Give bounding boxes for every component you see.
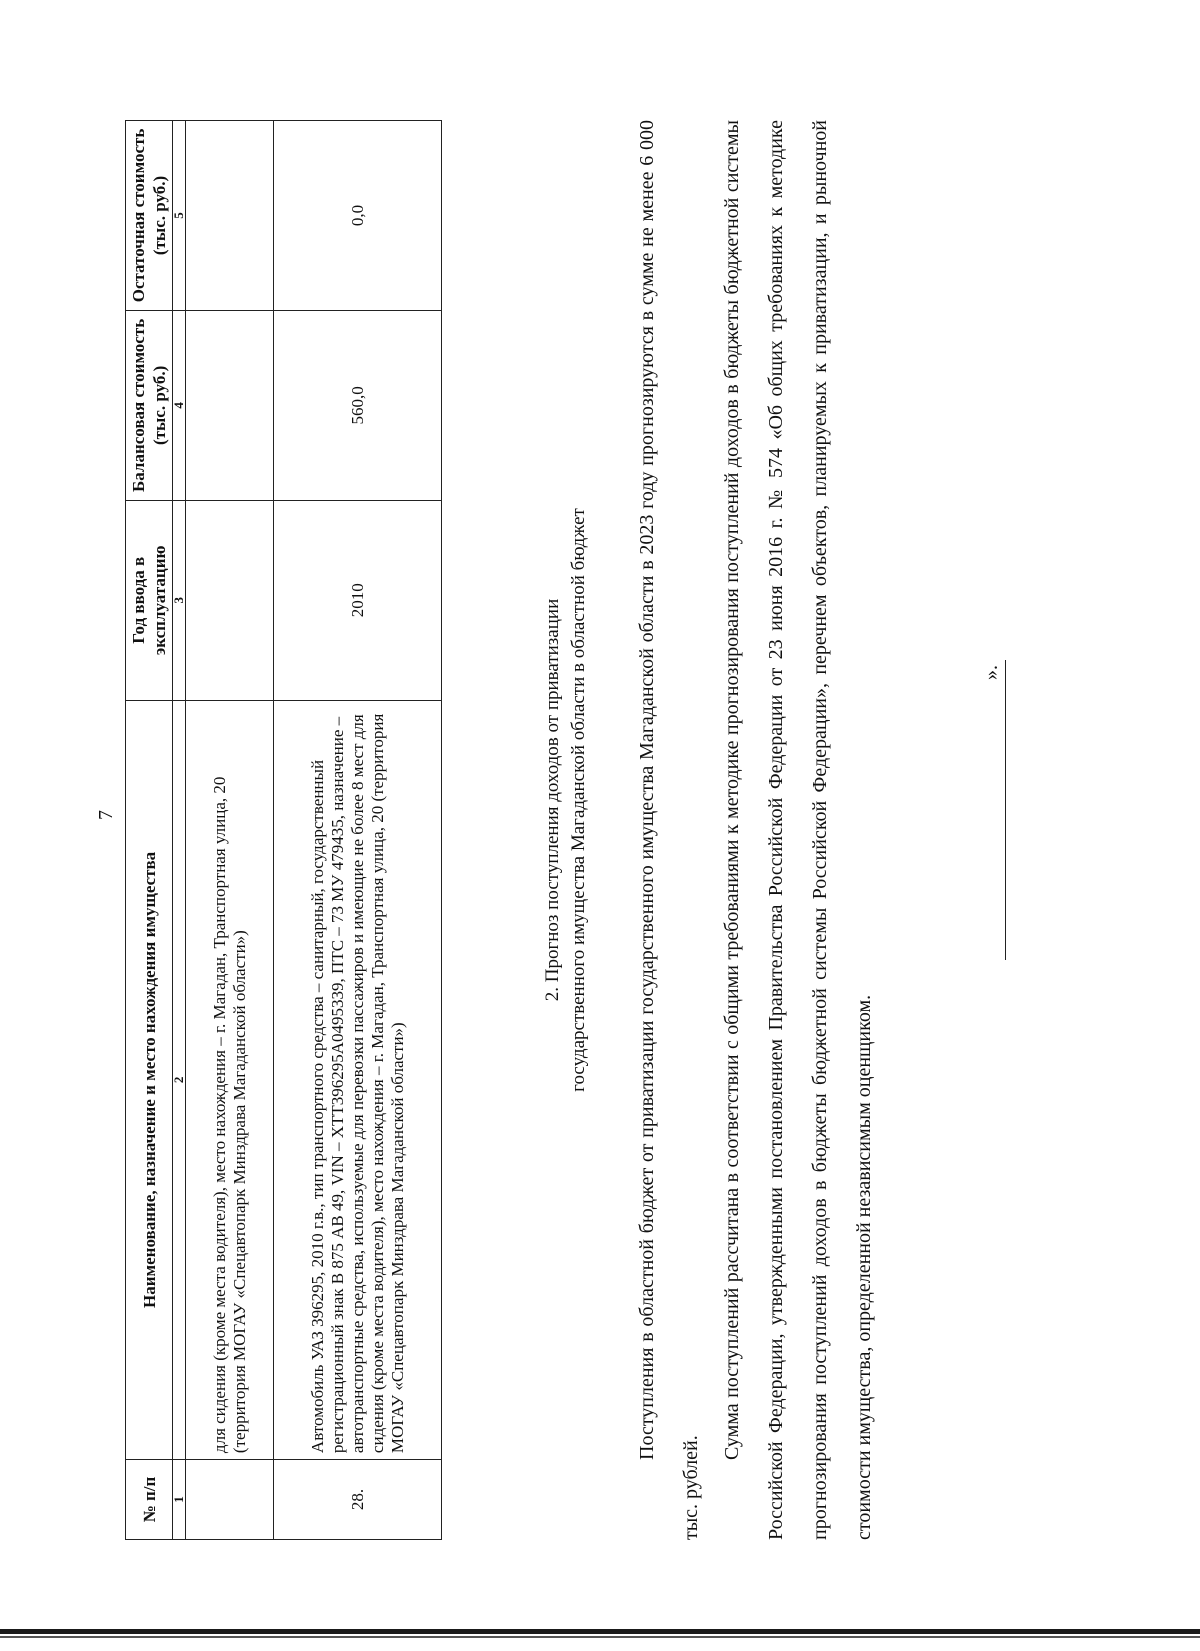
header-name: Наименование, назначение и место нахождения имущества — [126, 700, 173, 1459]
row-book-value: 560,0 — [274, 310, 442, 500]
scan-edge-line — [0, 1636, 1200, 1638]
closing-rule — [1005, 660, 1006, 960]
table-row — [186, 121, 274, 1540]
column-number: 2 — [173, 700, 186, 1459]
header-book-value: Балансовая стоимость (тыс. руб.) — [126, 310, 173, 500]
row-year — [186, 500, 274, 700]
header-year: Год ввода в эксплуатацию — [126, 500, 173, 700]
row-name: Автомобиль УАЗ 396295, 2010 г.в., тип транспортного средства – санитарный, государственный регистрационный знак В 875 АВ 49, VIN – ХТТ396295А0495339, ПТС – 73 МУ 479435, назначение – автотранспортные средства, используемые для перевозки пассажиров и имеющие не более 8 мест для сидения (кроме места водителя), место нахождения – г. Магадан, Транспортная улица, 20 (территория МОГАУ «Спецавтопарк Минздрава Магаданской области») — [274, 700, 442, 1459]
section-title-line-2: государственного имущества Магаданской области в областной бюджет — [568, 508, 589, 1092]
assets-table — [125, 120, 442, 1540]
row-residual-value — [186, 121, 274, 311]
header-residual-value: Остаточная стоимость (тыс. руб.) — [126, 121, 173, 311]
row-year: 2010 — [274, 500, 442, 700]
scan-edge-line — [0, 1629, 1200, 1634]
table-row — [274, 121, 442, 1540]
column-number: 1 — [173, 1460, 186, 1540]
page-number: 7 — [95, 810, 117, 820]
row-num: 28. — [274, 1460, 442, 1540]
rotated-page — [70, 20, 1170, 1580]
column-number: 4 — [173, 310, 186, 500]
column-number: 5 — [173, 121, 186, 311]
paragraph-calculation: Сумма поступлений рассчитана в соответствии с общими требованиями к методике прогнозирования поступлений доходов в бюджеты бюджетной системы Российской Федерации, утвержденными постановлением Правительства Российской Федерации от 23 июня 2016 г. № 574 «Об общих требованиях к методике прогнозирования поступлений доходов в бюджеты бюджетной системы Российской Федерации», перечнем объектов, планируемых к приватизации, и рыночной стоимости имущества, определенной независимым оценщиком. — [721, 120, 875, 1540]
section-title-line-1: 2. Прогноз поступления доходов от приватизации — [542, 598, 563, 1002]
paragraph-forecast: Поступления в областной бюджет от приватизации государственного имущества Магаданской области в 2023 году прогнозируются в сумме не менее 6 000 тыс. рублей. — [636, 120, 702, 1540]
row-num — [186, 1460, 274, 1540]
row-book-value — [186, 310, 274, 500]
row-name: для сидения (кроме места водителя), место нахождения – г. Магадан, Транспортная улица, 20 (территория МОГАУ «Спецавтопарк Минздрава Магаданской области») — [186, 700, 274, 1459]
closing-quote-mark: ». — [980, 665, 1002, 680]
column-number: 3 — [173, 500, 186, 700]
header-num: № п/п — [126, 1460, 173, 1540]
table-header-row — [126, 121, 173, 1540]
section-title — [540, 20, 592, 1580]
column-numbers-row — [173, 121, 186, 1540]
row-residual-value: 0,0 — [274, 121, 442, 311]
